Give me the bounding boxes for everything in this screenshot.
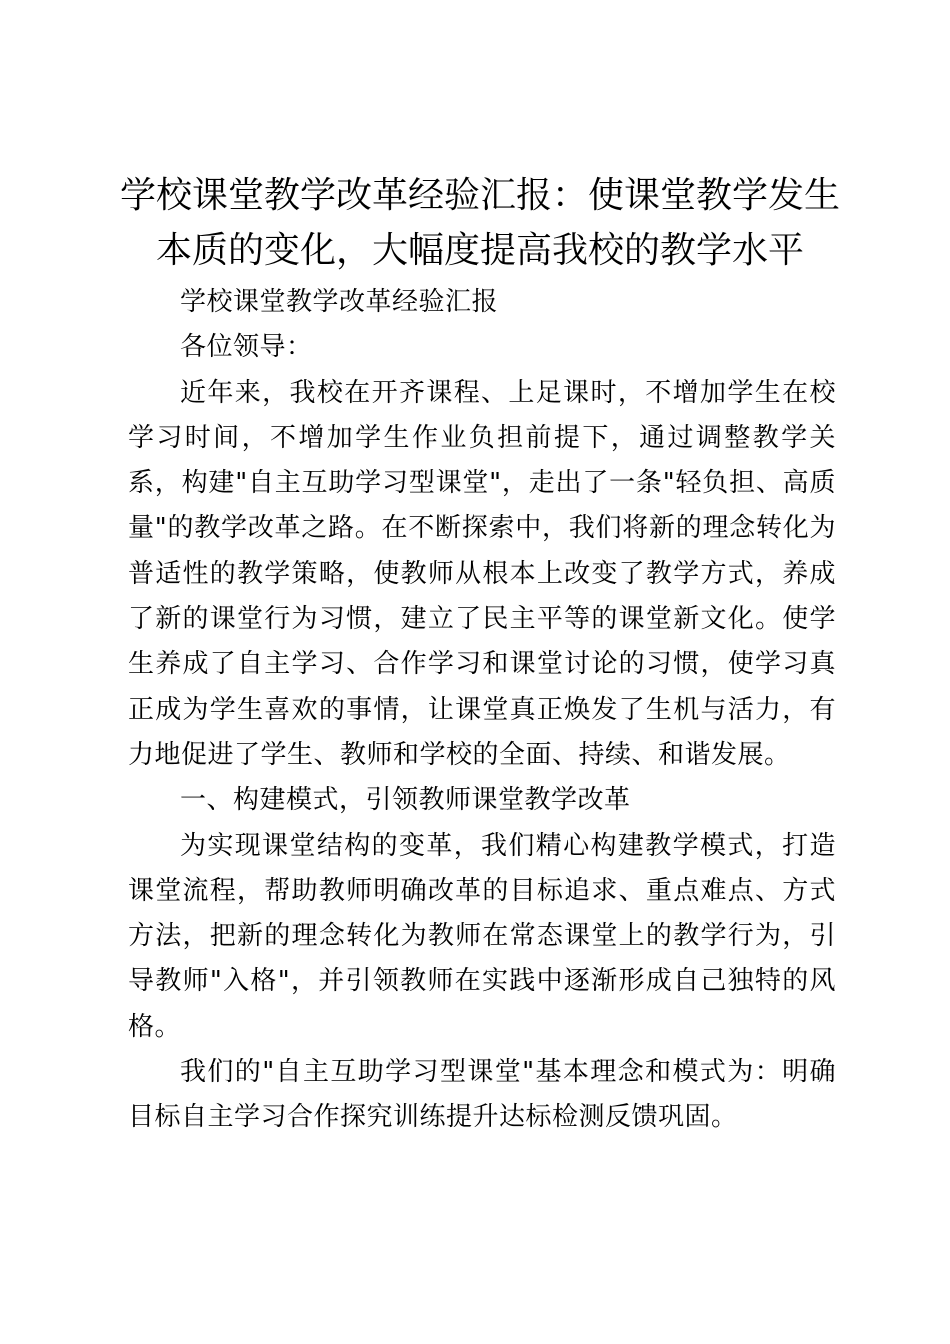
salutation-paragraph: 各位领导： [180,332,313,363]
document-title: 学校课堂教学改革经验汇报：使课堂教学发生本质的变化，大幅度提高我校的教学水平 [119,175,840,271]
body-paragraph: 我们的"自主互助学习型课堂"基本理念和模式为：明确目标自主学习合作探究训练提升达标检测反馈巩固。 [128,1057,836,1133]
section-heading: 一、构建模式，引领教师课堂教学改革 [180,785,631,816]
body-paragraph: 为实现课堂结构的变革，我们精心构建教学模式，打造课堂流程，帮助教师明确改革的目标追求、重点难点、方式方法，把新的理念转化为教师在常态课堂上的教学行为，引导教师"入格"，并引领教师在实践中逐渐形成自己独特的风格。 [128,830,836,1042]
document-body [128,280,836,1141]
subtitle-paragraph: 学校课堂教学改革经验汇报 [180,287,499,317]
intro-paragraph: 近年来，我校在开齐课程、上足课时，不增加学生在校学习时间，不增加学生作业负担前提下，通过调整教学关系，构建"自主互助学习型课堂"，走出了一条"轻负担、高质量"的教学改革之路。在不断探索中，我们将新的理念转化为普适性的教学策略，使教师从根本上改变了教学方式，养成了新的课堂行为习惯，建立了民主平等的课堂新文化。使学生养成了自主学习、合作学习和课堂讨论的习惯，使学习真正成为学生喜欢的事情，让课堂真正焕发了生机与活力，有力地促进了学生、教师和学校的全面、持续、和谐发展。 [128,377,836,770]
